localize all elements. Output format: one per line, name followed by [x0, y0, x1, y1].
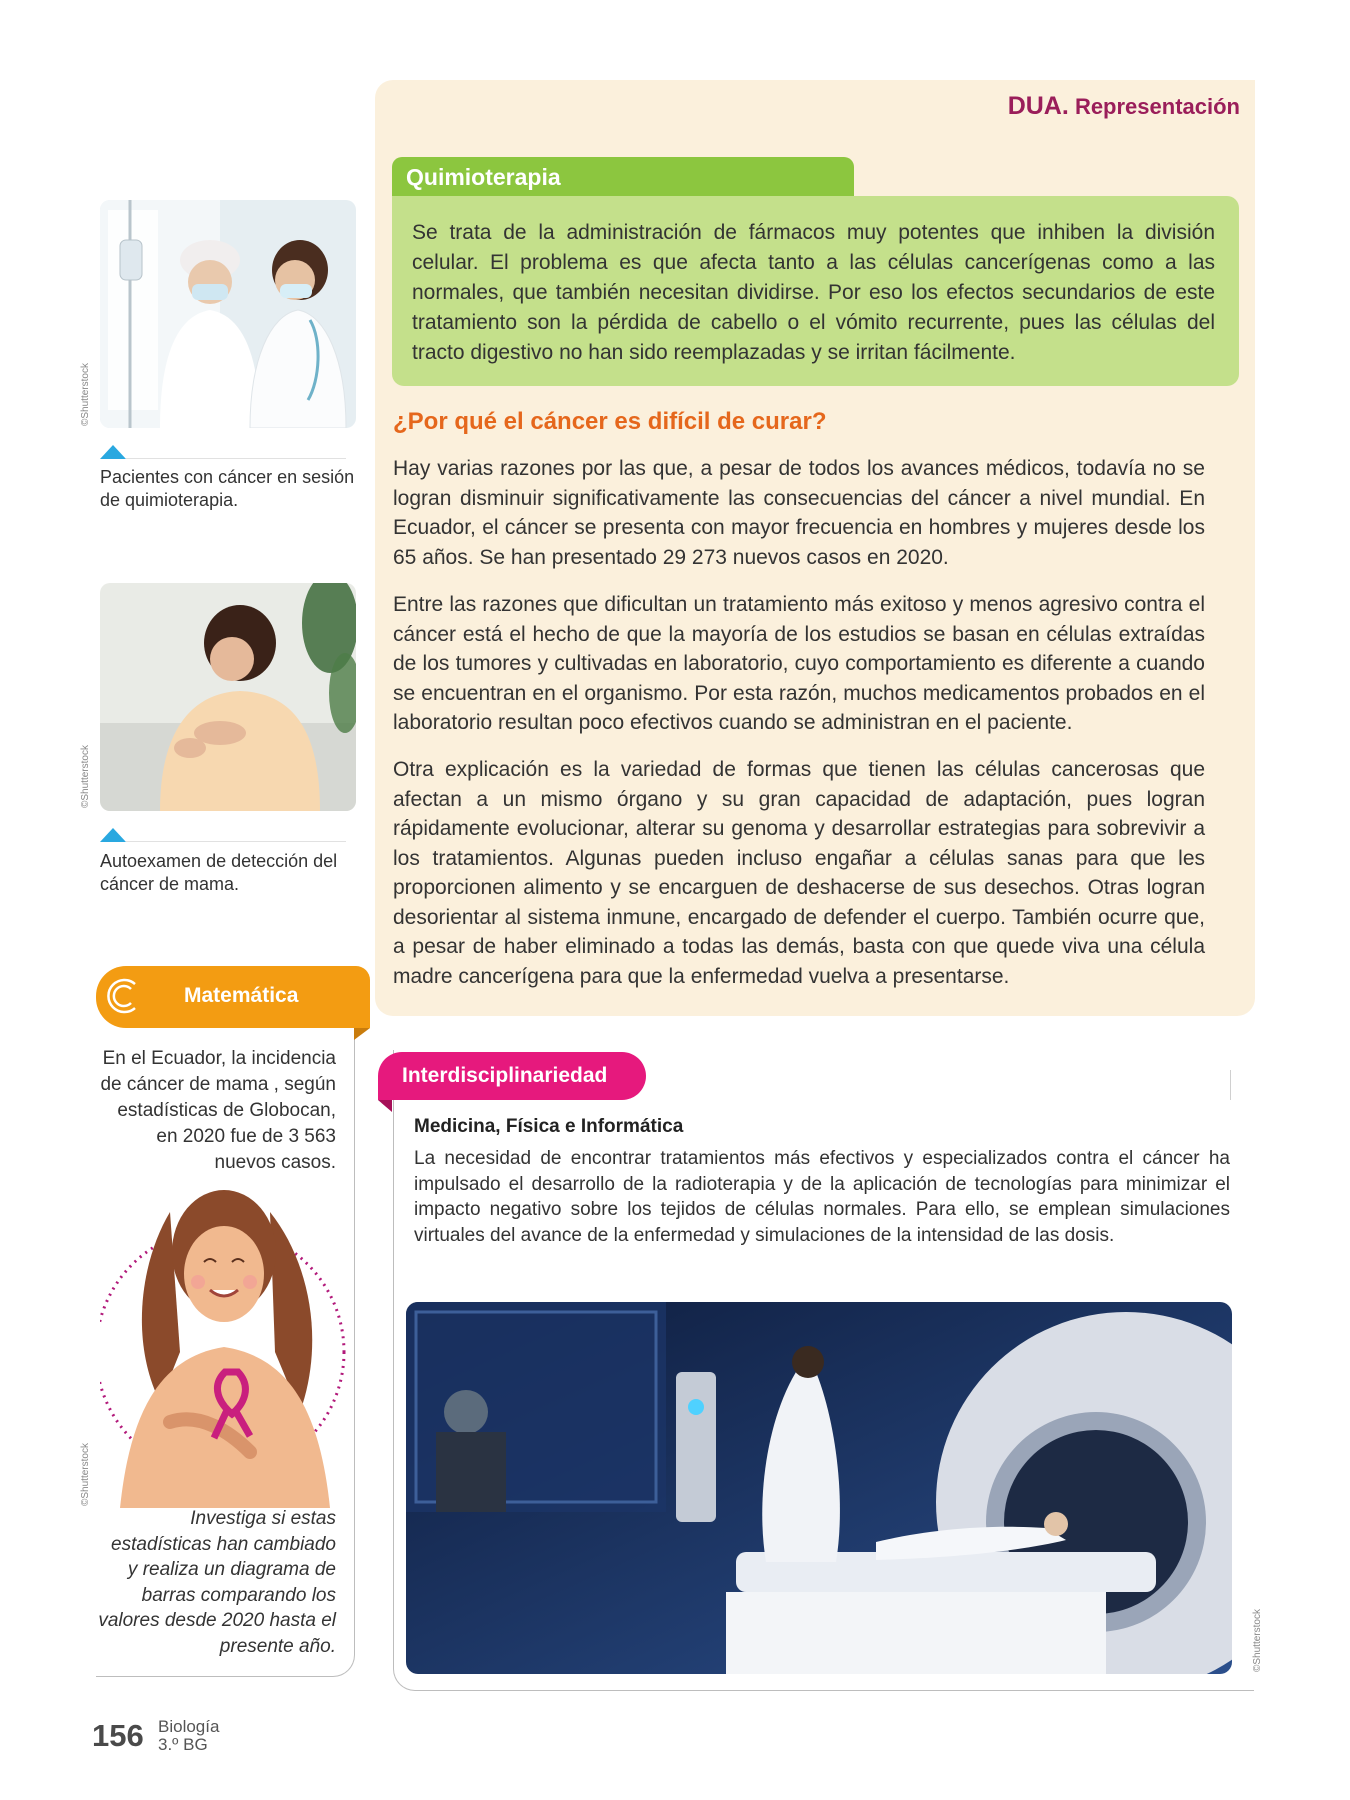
subject-name: Biología	[158, 1717, 220, 1736]
photo1-credit: ©Shutterstock	[80, 363, 91, 426]
self-exam-photo	[100, 583, 356, 811]
caption1-divider	[126, 458, 346, 459]
photo3-credit: ©Shutterstock	[1252, 1609, 1263, 1672]
caption2-divider	[126, 841, 346, 842]
illustration-credit: ©Shutterstock	[80, 1443, 91, 1506]
matematica-tag-fold	[354, 1028, 370, 1040]
interdisciplinariedad-text: La necesidad de encontrar tratamientos más efectivos y especializados contra el cáncer ha impulsado el desarrollo de la radioterapia y de la aplicación de tecnologías para minimizar el impacto negativo sobre los tejidos de células normales. Para ello, se emplean simulaciones virtuales del avance de la enfermedad y simulaciones de la intensidad de las dosis.	[414, 1148, 1230, 1246]
interdisciplinariedad-subtitle: Medicina, Física e Informática	[414, 1116, 684, 1137]
matematica-c-icon	[103, 976, 143, 1016]
paragraph-1: Hay varias razones por las que, a pesar de todos los avances médicos, todavía no se logran disminuir significativamente las consecuencias del cáncer a nivel mundial. En Ecuador, el cáncer se presenta con mayor frecuencia en hombres y mujeres desde los 65 años. Se han presentado 29 273 nuevos casos en 2020.	[393, 457, 1205, 569]
matematica-label: Matemática	[184, 984, 299, 1007]
section-heading: ¿Por qué el cáncer es difícil de curar?	[393, 408, 827, 435]
breast-cancer-ribbon-illustration	[100, 1182, 356, 1508]
paragraph-2: Entre las razones que dificultan un tratamiento más exitoso y menos agresivo contra el cáncer está el hecho de que la mayoría de los estudios se basan en células extraídas de los tumores y cultivadas en laboratorio, cuyo comportamiento es diferente a cuando se encuentran en el organismo. Por esta razón, muchos medicamentos probados en el laboratorio resultan poco efectivos cuando se administran en el paciente.	[393, 593, 1205, 734]
caption2-marker-icon	[100, 828, 126, 842]
interdisciplinariedad-tag: Interdisciplinariedad	[378, 1052, 646, 1100]
chemotherapy-photo	[100, 200, 356, 428]
caption-1: Pacientes con cáncer en sesión de quimioterapia.	[100, 467, 355, 510]
quimioterapia-box: Se trata de la administración de fármacos muy potentes que inhiben la división celular. El problema es que afecta tanto a las células cancerígenas como a las normales, que también necesitan dividirse. Por eso los efectos secundarios de este tratamiento son la pérdida de cabello o el vómito recurrente, pues las células del tracto digestivo no han sido reemplazadas y se irritan fácilmente.	[392, 196, 1239, 386]
dua-title-main: DUA.	[1007, 92, 1069, 120]
interdisciplinariedad-tag-fold	[378, 1100, 392, 1112]
ct-scan-photo	[406, 1302, 1232, 1674]
matematica-text: En el Ecuador, la incidencia de cáncer de mama , según estadísticas de Globocan, en 2020 fue de 3 563 nuevos casos.	[100, 1048, 336, 1173]
paragraph-3: Otra explicación es la variedad de formas que tienen las células cancerosas que afectan a un mismo órgano y su gran capacidad de adaptación, pues logran rápidamente evolucionar, alterar su genoma y desarrollar estrategias para sobrevivir a los tratamientos. Algunas pueden incluso engañar a células sanas para que les proporcionen alimento y se encarguen de deshacerse de sus desechos. Otras logran desorientar al sistema inmune, encargado de defender el cuerpo. También ocurre que, a pesar de haber eliminado a todas las demás, basta con que quede viva una célula madre cancerígena para que la enfermedad vuelva a presentarse.	[393, 758, 1205, 988]
page-subject	[158, 1718, 219, 1754]
photo2-credit: ©Shutterstock	[80, 745, 91, 808]
matematica-task: Investiga si estas estadísticas han cambiado y realiza un diagrama de barras comparando los valores desde 2020 hasta el presente año.	[98, 1508, 336, 1657]
page-number: 156	[92, 1718, 144, 1753]
dua-title	[1008, 92, 1240, 121]
interdisciplinariedad-divider	[1230, 1070, 1231, 1100]
caption1-marker-icon	[100, 445, 126, 459]
grade-label: 3.º BG	[158, 1735, 208, 1754]
quimioterapia-tag: Quimioterapia	[392, 157, 854, 197]
dua-title-sub: Representación	[1074, 94, 1240, 119]
caption-2: Autoexamen de detección del cáncer de mama.	[100, 851, 338, 894]
